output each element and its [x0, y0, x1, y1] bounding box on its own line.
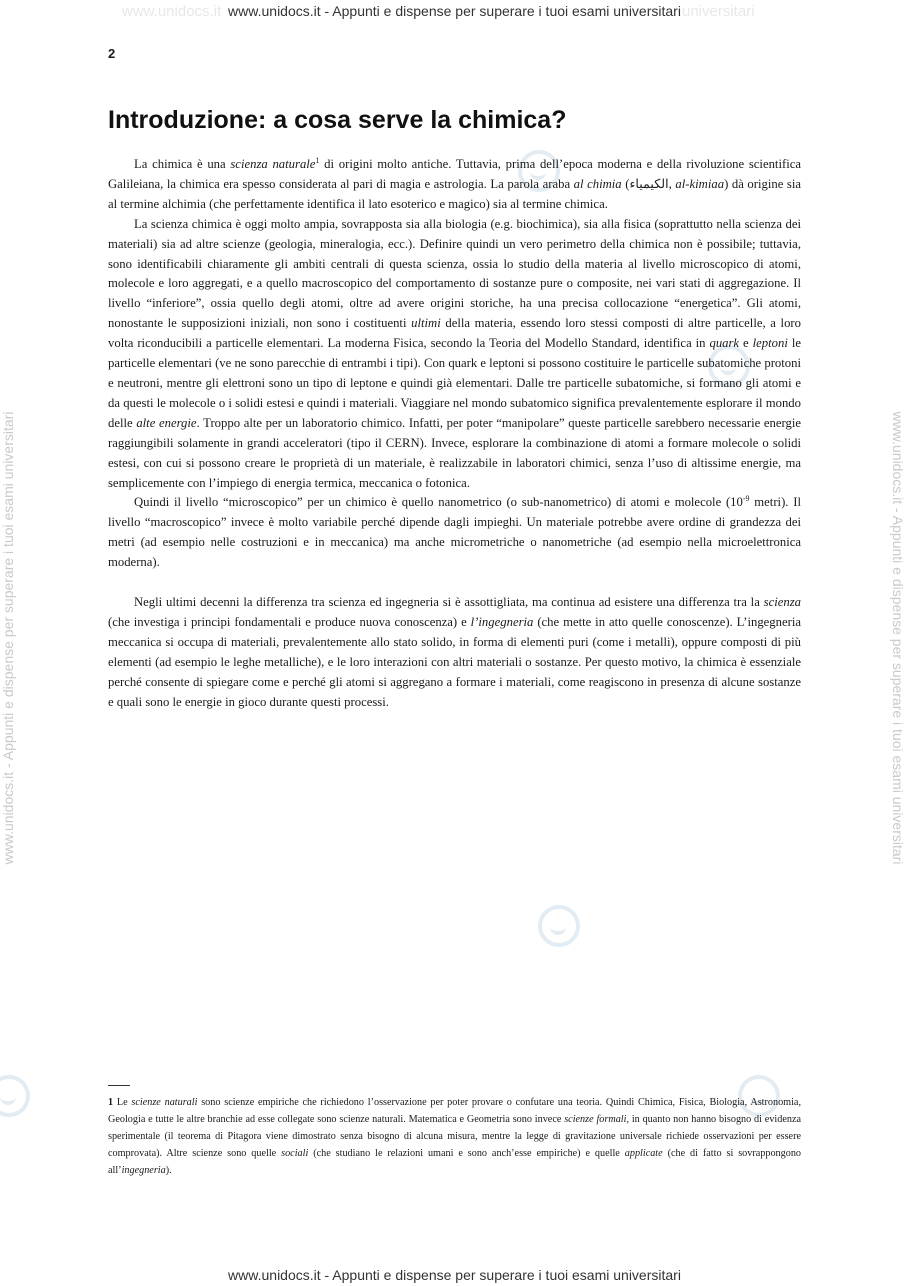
term: ingegneria	[121, 1165, 166, 1176]
text: (che investiga i principi fondamentali e produce nuova conoscenza) e	[108, 614, 471, 629]
page-number: 2	[108, 46, 116, 61]
term: scienze naturali	[131, 1097, 198, 1108]
unidocs-logo-icon	[0, 1075, 30, 1117]
paragraph	[108, 215, 801, 494]
watermark-side-left: www.unidocs.it - Appunti e dispense per superare i tuoi esami universitari	[0, 411, 16, 865]
term: alte energie	[136, 415, 197, 430]
footnote-divider	[108, 1085, 130, 1086]
term: applicate	[624, 1148, 663, 1159]
text: (che studiano le relazioni umani e sono anch’esse empiriche) e quelle	[308, 1148, 625, 1159]
text: di origini molto antiche. Tuttavia, prima dell’epoca moderna e della rivoluzione scientifica Galileiana, la chimica era spesso considerata al pari di magia e astrologia. La parola araba	[108, 157, 801, 191]
text: ) dà origine sia al termine alchimia (che perfettamente identifica il lato esoterico e magico) sia al termine chimica.	[108, 176, 801, 211]
watermark-ghost-left: www.unidocs.it	[122, 3, 222, 20]
text: La scienza chimica è oggi molto ampia, sovrapposta sia alla biologia (e.g. biochimica), sia alla fisica (soprattutto nella scienza dei materiali) sia ad altre scienze (geologia, mineralogia, ecc.). Definire quindi un vero perimetro della chimica non è possibile; tuttavia, sono identificabili chiaramente gli ambiti centrali di questa scienza, ossia lo studio della materia al livello microscopico di atomi, molecole e loro aggregati, e a quello macroscopico del comportamento di sostanze pure o composite, nei vari stati di aggregazione. Il livello “inferiore”, ossia quello degli atomi, oltre ad avere origini storiche, ha una precisa collocazione “energetica”. Gli atomi, nonostante le supposizioni iniziali, non sono i costituenti	[108, 216, 801, 331]
term: quark	[709, 336, 740, 351]
text: sono scienze empiriche che richiedono l’osservazione per poter provare o confutare una teoria. Quindi Chimica, Fisica, Biologia, Astronomia, Geologia e tutte le altre branchie ad esse collegate sono scienze naturali. Matematica e Geometria sono invece	[108, 1097, 801, 1125]
text: ).	[165, 1165, 172, 1176]
exponent: -9	[742, 494, 750, 504]
text: (che mette in atto quelle conoscenze). L’ingegneria meccanica si occupa di materiali, prevalentemente allo stato solido, in forma di elementi puri (come i metalli), oppure composti di più elementi (ad esempio le leghe metalliche), e le loro interazioni con altri materiali o sostanze. Per questo motivo, la chimica è essenziale perché consente di spiegare come e perché gli atomi si aggregano a formare i materiali, come reagiscono in presenza di alcune sostanze e quali sono le energie in gioco durante questi processi.	[108, 614, 801, 709]
text: le particelle elementari (ve ne sono parecchie di entrambi i tipi). Con quark e leptoni si possono costituire le particelle subatomiche protoni e neutroni, mentre gli elettroni sono un tipo di leptone e quindi già elementari. Dalle tre particelle subatomiche, si formano gli atomi e da questi le molecole o i solidi estesi e quindi i materiali. Viaggiare nel mondo subatomico significa prevalentemente esplorare il mondo delle	[108, 336, 802, 430]
text: metri). Il livello “macroscopico” invece è molto variabile perché dipende dagli impieghi. Un materiale potrebbe avere ordine di grandezza dei metri (ad esempio nelle costruzioni e in meccanica) ma anche micrometriche o nanometriche (ad esempio nella microelettronica moderna).	[108, 495, 801, 570]
footnote-ref: 1	[315, 155, 320, 165]
text: Le	[113, 1097, 132, 1108]
text: Quindi il livello “microscopico” per un chimico è quello nanometrico (o sub-nanometrico) di atomi e molecole (10	[134, 495, 743, 510]
unidocs-logo-icon	[538, 905, 580, 947]
footnote	[108, 1094, 801, 1179]
text: , in quanto non hanno bisogno di evidenza sperimentale (il teorema di Pitagora viene dimostrato senza bisogno di alcuna misura, mentre la legge di gravitazione universale richiede osservazioni per essere comprovata). Altre scienze sono quelle	[108, 1114, 801, 1159]
watermark-ghost-right: universitari	[682, 3, 755, 20]
term: scienza	[763, 595, 801, 610]
watermark-bottom: www.unidocs.it - Appunti e dispense per superare i tuoi esami universitari	[228, 1267, 681, 1283]
page-title: Introduzione: a cosa serve la chimica?	[108, 106, 567, 134]
footnote-number: 1	[108, 1097, 114, 1108]
term: al chimia	[573, 176, 622, 191]
watermark-top: www.unidocs.it - Appunti e dispense per superare i tuoi esami universitari	[228, 3, 681, 19]
text: . Troppo alte per un laboratorio chimico. Infatti, per poter “manipolare” queste particelle sarebbero necessarie energie raggiungibili solamente in grandi acceleratori (tipo il CERN). Invece, esplorare la combinazione di atomi a formare molecole o solidi estesi, con cui si possono creare le proprietà di un materiale, è realizzabile in laboratori chimici, senza l’uso di altissime energie, ma semplicemente con l’impiego di energia termica, meccanica o fotonica.	[108, 415, 801, 490]
text: e	[739, 336, 753, 351]
text: (الكيمياء,	[621, 176, 676, 191]
text: (che di fatto si sovrappongono all’	[108, 1148, 802, 1176]
term: leptoni	[752, 336, 788, 351]
text: della materia, essendo loro stessi composti di altre particelle, a loro volta riconducibili a particelle elementari. La moderna Fisica, secondo la Teoria del Modello Standard, identifica in	[108, 316, 801, 351]
text: Negli ultimi decenni la differenza tra scienza ed ingegneria si è assottigliata, ma continua ad esistere una differenza tra la	[134, 595, 764, 610]
body-text	[108, 155, 801, 712]
term: scienze formali	[564, 1114, 627, 1125]
paragraph	[108, 155, 801, 215]
term: ultimi	[411, 316, 441, 331]
text: La chimica è una	[134, 157, 231, 171]
paragraph	[108, 493, 801, 573]
watermark-side-right: www.unidocs.it - Appunti e dispense per superare i tuoi esami universitari	[890, 411, 906, 865]
term: al-kimiaa	[675, 176, 725, 191]
term: sociali	[281, 1148, 309, 1159]
term: scienza naturale	[230, 157, 316, 171]
paragraph	[108, 593, 801, 712]
term: l’ingegneria	[470, 614, 534, 629]
